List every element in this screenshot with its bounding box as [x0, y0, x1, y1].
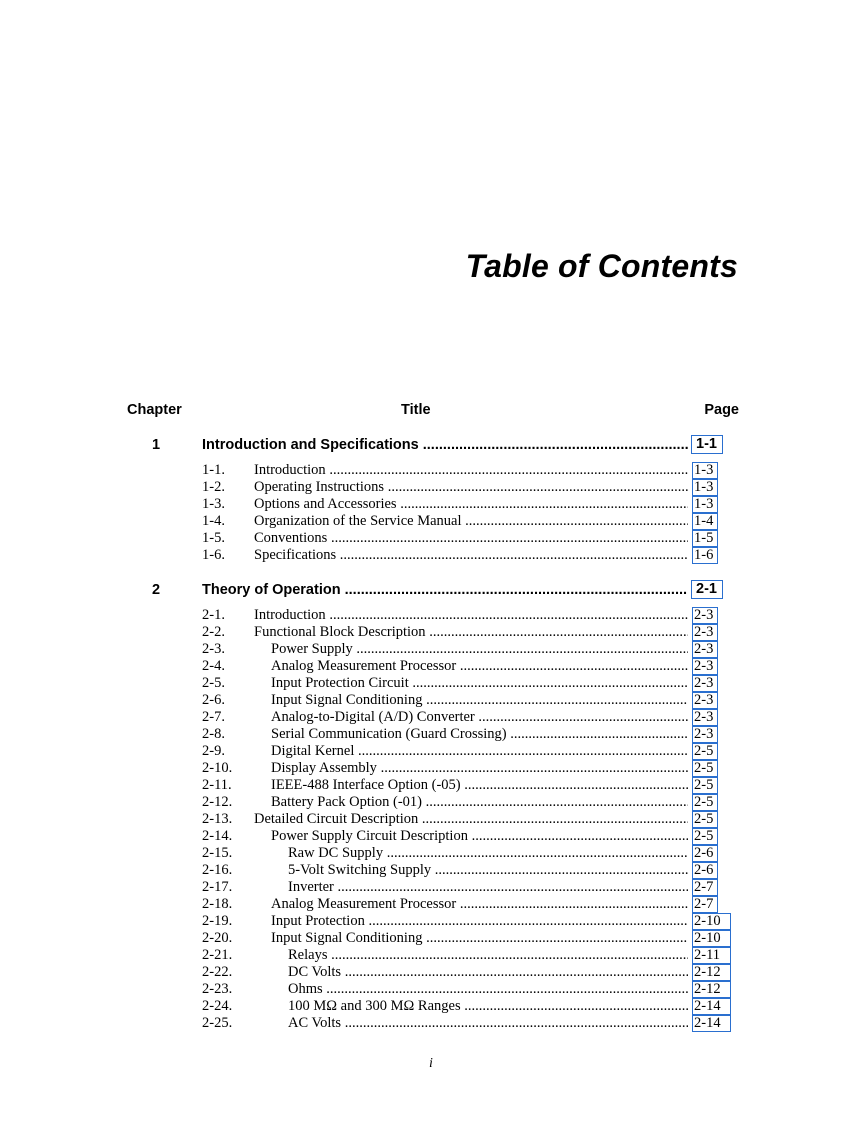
entry-number: 2-4. [202, 658, 225, 674]
chapter-title[interactable]: Introduction and Specifications ..... [202, 436, 688, 454]
entry-number: 1-2. [202, 479, 225, 495]
entry-page-link[interactable]: 2-14 [692, 998, 731, 1015]
entry-page-link[interactable]: 2-3 [692, 607, 718, 624]
chapter-number: 2 [152, 582, 161, 598]
toc-entry[interactable] [202, 896, 732, 913]
entry-page-link[interactable]: 2-6 [692, 845, 718, 862]
chapter-page-link[interactable]: 1-1 [691, 435, 723, 454]
chapter-title[interactable]: Theory of Operation ..... [202, 581, 688, 599]
entry-title[interactable]: Inverter ..... [288, 879, 688, 896]
entry-page-link[interactable]: 1-5 [692, 530, 718, 547]
entry-page-link[interactable]: 2-12 [692, 964, 731, 981]
entry-number: 2-23. [202, 981, 233, 997]
toc-entry[interactable] [202, 828, 732, 845]
chapter-number: 1 [152, 437, 161, 453]
entry-page-link[interactable]: 2-3 [692, 726, 718, 743]
toc-entry[interactable] [202, 496, 732, 513]
entry-page-link[interactable]: 2-12 [692, 981, 731, 998]
entry-title[interactable]: Analog-to-Digital (A/D) Converter ..... [271, 709, 688, 726]
entry-title[interactable]: Relays ..... [288, 947, 688, 964]
toc-entry[interactable] [202, 845, 732, 862]
entry-page-link[interactable]: 2-11 [692, 947, 731, 964]
entry-page-link[interactable]: 2-10 [692, 913, 731, 930]
entry-title[interactable]: Input Signal Conditioning ..... [271, 930, 688, 947]
entry-number: 2-6. [202, 692, 225, 708]
entry-number: 2-19. [202, 913, 233, 929]
entry-title[interactable]: Serial Communication (Guard Crossing) ..... [271, 726, 688, 743]
toc-entry[interactable] [202, 624, 732, 641]
toc-entry[interactable] [202, 930, 732, 947]
toc-entry[interactable] [202, 675, 732, 692]
chapter-1-entries [202, 462, 732, 564]
entry-number: 2-10. [202, 760, 233, 776]
toc-entry[interactable] [202, 479, 732, 496]
entry-number: 1-5. [202, 530, 225, 546]
entry-number: 1-1. [202, 462, 225, 478]
entry-title[interactable]: Analog Measurement Processor ..... [271, 896, 688, 913]
entry-number: 2-3. [202, 641, 225, 657]
entry-number: 2-11. [202, 777, 232, 793]
entry-number: 2-12. [202, 794, 233, 810]
toc-entry[interactable] [202, 726, 732, 743]
entry-number: 2-20. [202, 930, 233, 946]
entry-page-link[interactable]: 1-3 [692, 496, 718, 513]
entry-title[interactable]: Options and Accessories ..... [254, 496, 688, 513]
entry-title[interactable]: Input Protection ..... [271, 913, 688, 930]
entry-title[interactable]: DC Volts ..... [288, 964, 688, 981]
entry-page-link[interactable]: 2-5 [692, 777, 718, 794]
entry-title[interactable]: IEEE-488 Interface Option (-05) ..... [271, 777, 688, 794]
entry-page-link[interactable]: 2-14 [692, 1015, 731, 1032]
entry-page-link[interactable]: 2-7 [692, 896, 718, 913]
chapter-2-entries [202, 607, 732, 1032]
entry-number: 2-17. [202, 879, 233, 895]
entry-title[interactable]: Power Supply Circuit Description ..... [271, 828, 688, 845]
toc-entry[interactable] [202, 658, 732, 675]
entry-title[interactable]: Input Protection Circuit ..... [271, 675, 688, 692]
toc-entry[interactable] [202, 709, 732, 726]
column-header-chapter: Chapter [127, 402, 182, 418]
entry-number: 2-1. [202, 607, 225, 623]
toc-entry[interactable] [202, 607, 732, 624]
entry-page-link[interactable]: 2-5 [692, 743, 718, 760]
entry-title[interactable]: Organization of the Service Manual ..... [254, 513, 688, 530]
entry-page-link[interactable]: 2-10 [692, 930, 731, 947]
toc-entry[interactable] [202, 743, 732, 760]
chapter-2-heading[interactable] [152, 581, 740, 599]
toc-entry[interactable] [202, 913, 732, 930]
entry-title[interactable]: Functional Block Description ..... [254, 624, 688, 641]
entry-title[interactable]: Raw DC Supply ..... [288, 845, 688, 862]
entry-page-link[interactable]: 2-3 [692, 641, 718, 658]
entry-title[interactable]: Digital Kernel ..... [271, 743, 688, 760]
column-header-page: Page [704, 402, 739, 418]
entry-number: 1-4. [202, 513, 225, 529]
entry-title[interactable]: Detailed Circuit Description ..... [254, 811, 688, 828]
entry-page-link[interactable]: 2-5 [692, 760, 718, 777]
entry-title[interactable]: Conventions ..... [254, 530, 688, 547]
toc-entry[interactable] [202, 981, 732, 998]
entry-number: 2-5. [202, 675, 225, 691]
entry-title[interactable]: Ohms ..... [288, 981, 688, 998]
toc-entry[interactable] [202, 1015, 732, 1032]
entry-page-link[interactable]: 1-3 [692, 479, 718, 496]
toc-entry[interactable] [202, 964, 732, 981]
toc-entry[interactable] [202, 777, 732, 794]
entry-page-link[interactable]: 2-3 [692, 709, 718, 726]
toc-entry[interactable] [202, 692, 732, 709]
toc-entry[interactable] [202, 879, 732, 896]
entry-page-link[interactable]: 2-3 [692, 675, 718, 692]
entry-page-link[interactable]: 1-3 [692, 462, 718, 479]
entry-number: 2-8. [202, 726, 225, 742]
toc-entry[interactable] [202, 641, 732, 658]
chapter-page-link[interactable]: 2-1 [691, 580, 723, 599]
entry-title[interactable]: Introduction ..... [254, 607, 688, 624]
entry-page-link[interactable]: 2-3 [692, 658, 718, 675]
entry-number: 2-15. [202, 845, 233, 861]
entry-number: 2-13. [202, 811, 233, 827]
entry-title[interactable]: Display Assembly ..... [271, 760, 688, 777]
entry-page-link[interactable]: 2-5 [692, 811, 718, 828]
toc-entry[interactable] [202, 998, 732, 1015]
entry-number: 2-22. [202, 964, 233, 980]
entry-title[interactable]: 5-Volt Switching Supply ..... [288, 862, 688, 879]
entry-title[interactable]: Analog Measurement Processor ..... [271, 658, 688, 675]
toc-entry[interactable] [202, 947, 732, 964]
entry-title[interactable]: Operating Instructions ..... [254, 479, 688, 496]
toc-entry[interactable] [202, 513, 732, 530]
page-title: Table of Contents [465, 248, 738, 284]
entry-number: 2-16. [202, 862, 233, 878]
entry-page-link[interactable]: 2-5 [692, 794, 718, 811]
entry-number: 2-14. [202, 828, 233, 844]
entry-title[interactable]: Specifications ..... [254, 547, 688, 564]
entry-title[interactable]: Input Signal Conditioning ..... [271, 692, 688, 709]
entry-page-link[interactable]: 2-7 [692, 879, 718, 896]
entry-title[interactable]: AC Volts ..... [288, 1015, 688, 1032]
entry-number: 1-3. [202, 496, 225, 512]
entry-title[interactable]: Introduction ..... [254, 462, 688, 479]
entry-number: 2-2. [202, 624, 225, 640]
entry-number: 2-9. [202, 743, 225, 759]
entry-title[interactable]: Power Supply ..... [271, 641, 688, 658]
entry-number: 2-7. [202, 709, 225, 725]
toc-entry[interactable] [202, 547, 732, 564]
entry-number: 2-25. [202, 1015, 233, 1031]
toc-entry[interactable] [202, 760, 732, 777]
toc-entry[interactable] [202, 462, 732, 479]
entry-number: 2-24. [202, 998, 233, 1014]
entry-title[interactable]: Battery Pack Option (-01) ..... [271, 794, 688, 811]
chapter-1-heading[interactable] [152, 436, 740, 454]
entry-page-link[interactable]: 2-3 [692, 692, 718, 709]
entry-page-link[interactable]: 2-6 [692, 862, 718, 879]
entry-page-link[interactable]: 1-6 [692, 547, 718, 564]
entry-number: 2-18. [202, 896, 233, 912]
entry-number: 1-6. [202, 547, 225, 563]
entry-number: 2-21. [202, 947, 233, 963]
toc-entry[interactable] [202, 794, 732, 811]
page-number: i [429, 1056, 433, 1071]
column-header-title: Title [401, 402, 431, 418]
toc-entry[interactable] [202, 530, 732, 547]
toc-entry[interactable] [202, 862, 732, 879]
entry-title[interactable]: 100 MΩ and 300 MΩ Ranges ..... [288, 998, 688, 1015]
toc-entry[interactable] [202, 811, 732, 828]
entry-page-link[interactable]: 1-4 [692, 513, 718, 530]
entry-page-link[interactable]: 2-3 [692, 624, 718, 641]
entry-page-link[interactable]: 2-5 [692, 828, 718, 845]
